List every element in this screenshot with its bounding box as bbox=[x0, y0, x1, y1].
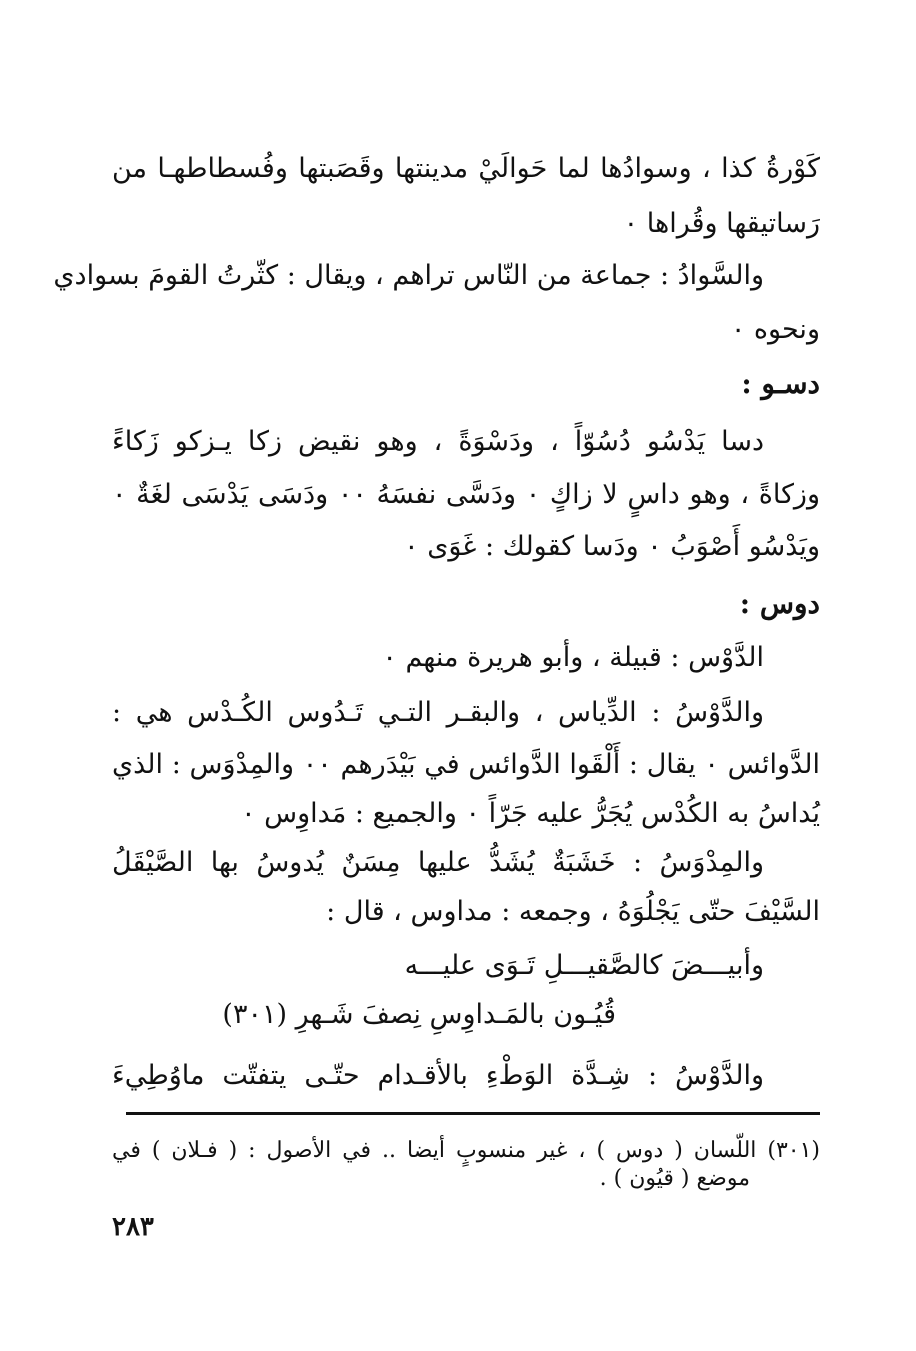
text-line: والمِدْوَسُ : خَشَبَةٌ يُشَدُّ عليها مِسَنٌ يُدوسُ بها الصَّيْقَلُ bbox=[112, 847, 764, 878]
text-line: دسا يَدْسُو دُسُوّاً ، ودَسْوَةً ، وهو نقيض زكا يـزكو زَكاءً bbox=[112, 426, 764, 457]
page-number: ٢٨٣ bbox=[112, 1212, 154, 1242]
text-line: كَوْرةُ كذا ، وسوادُها لما حَوالَيْ مدينتها وقَصَبتها وفُسطاطهـا من bbox=[112, 153, 820, 184]
verse-line: وأبيـــضَ كالصَّقيـــلِ تَـوَى عليـــه bbox=[404, 950, 764, 981]
text-line: ونحوه ٠ bbox=[730, 314, 820, 345]
text-line: الدَّوائس ٠ يقال : أَلْقَوا الدَّوائس في بَيْدَرهم ٠٠ والمِدْوَس : الذي bbox=[112, 749, 820, 780]
text-line: والسَّوادُ : جماعة من النّاس تراهم ، ويقال : كثّرتُ القومَ بسوادي bbox=[53, 260, 764, 291]
section-heading: دوس : bbox=[739, 587, 820, 620]
section-heading: دسـو : bbox=[741, 367, 820, 400]
text-line: يُداسُ به الكُدْس يُجَرُّ عليه جَرّاً ٠ والجميع : مَداوِس ٠ bbox=[241, 798, 820, 829]
text-line: وزكاةً ، وهو داسٍ لا زاكٍ ٠ ودَسَّى نفسَهُ ٠٠ ودَسَى يَدْسَى لغَةٌ ٠ bbox=[112, 479, 821, 510]
verse-line: قُيُـون بالمَـداوِسِ نِصفَ شَـهرِ (٣٠١) bbox=[222, 999, 616, 1030]
text-line: السَّيْفَ حتّى يَجْلُوَهُ ، وجمعه : مداوس ، قال : bbox=[326, 896, 820, 927]
text-line: والدَّوْسُ : شِـدَّة الوَطْءِ بالأقـدام حتّـى يتفتّت ماوُطِيءَ bbox=[112, 1060, 764, 1091]
text-line: والدَّوْسُ : الدِّياس ، والبقـر التـي تَـدُوس الكُـدْس هي : bbox=[112, 697, 765, 728]
text-line: رَساتيقها وقُراها ٠ bbox=[623, 208, 820, 239]
footnote-line: موضع ( قيُون ) . bbox=[599, 1166, 750, 1191]
footnote-divider bbox=[126, 1112, 820, 1115]
text-line: الدَّوْس : قبيلة ، وأبو هريرة منهم ٠ bbox=[382, 642, 764, 673]
footnote-line: (٣٠١) اللّسان ( دوس ) ، غير منسوبٍ أيضا .. في الأصول : ( فـلان ) في bbox=[112, 1138, 820, 1163]
text-line: ويَدْسُو أَصْوَبُ ٠ ودَسا كقولك : غَوَى ٠ bbox=[404, 531, 820, 562]
